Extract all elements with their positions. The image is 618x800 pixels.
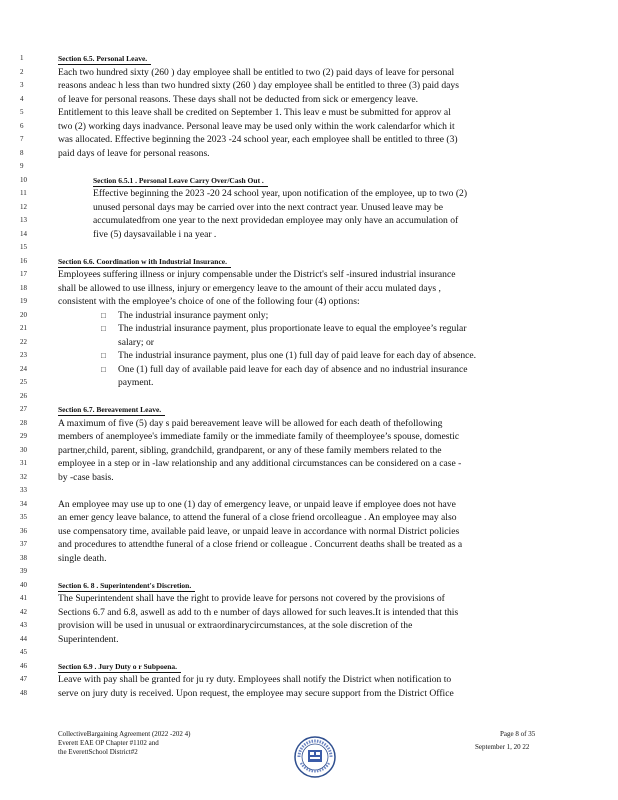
line-number: 28: [20, 418, 27, 427]
footer-district: the EverettSchool District#2: [58, 748, 138, 756]
line-number: 41: [20, 594, 27, 602]
line-number: 34: [20, 499, 27, 508]
body-text-line: employee in a step or in -law relationship and any additional circumstances can be considered on a case -: [58, 458, 462, 469]
body-text-line: two (2) working days inadvance. Personal leave may be used only within the work calendarfor which it: [58, 120, 455, 132]
line-number: 38: [20, 553, 27, 562]
body-text-line: An employee may use up to one (1) day of emergency leave, or unpaid leave if employee does not have: [58, 498, 456, 510]
section-heading: Section 6.5.1 . Personal Leave Carry Over/Cash Out .: [93, 175, 264, 185]
body-text-line: Sections 6.7 and 6.8, aswell as add to th e number of days allowed for such leaves.It is intended that this: [58, 606, 459, 618]
line-number: 29: [20, 432, 27, 440]
line-number: 2: [20, 67, 24, 76]
line-number: 7: [20, 135, 24, 143]
body-text-line: Leave with pay shall be granted for ju ry duty. Employees shall notify the District when notification to: [58, 674, 452, 685]
bullet-marker: □: [101, 351, 106, 360]
body-text-line: reasons andeac h less than two hundred sixty (260 ) day employee shall be entitled to three (3) paid days: [58, 80, 459, 91]
heading-underline: [58, 415, 165, 416]
body-text-line: five (5) daysavailable i na year .: [93, 228, 217, 240]
line-number: 42: [20, 607, 27, 616]
body-text-line: Each two hundred sixty (260 ) day employee shall be entitled to two (2) paid days of leave for personal: [58, 66, 455, 78]
line-number: 45: [20, 648, 27, 656]
line-number: 5: [20, 108, 24, 116]
bullet-marker: □: [101, 310, 106, 320]
heading-underline: [58, 591, 195, 592]
line-number: 27: [20, 405, 27, 413]
footer-date: September 1, 20 22: [475, 743, 530, 751]
section-heading: Section 6.5. Personal Leave.: [58, 54, 148, 63]
body-text-line: Employees suffering illness or injury compensable under the District's self -insured industrial insurance: [58, 269, 456, 280]
line-number: 10: [20, 175, 27, 184]
body-text-line: partner,child, parent, sibling, grandchild, grandparent, or any of these family members related to the: [58, 444, 442, 456]
section-heading: Section 6.7. Bereavement Leave.: [58, 405, 162, 414]
heading-underline: [58, 64, 151, 65]
line-number: 11: [20, 189, 27, 197]
body-text-line: consistent with the employee’s choice of one of the following four (4) options:: [58, 296, 360, 307]
body-text-line: and procedures to attendthe funeral of a close friend or colleague . Concurrent deaths shall be treated as a: [58, 539, 463, 550]
body-text-line: by -case basis.: [58, 471, 114, 483]
section-heading: Section 6.6. Coordination w ith Industrial Insurance.: [58, 256, 227, 266]
body-text-line: accumulatedfrom one year to the next providedan employee may only have an accumulation of: [93, 215, 459, 226]
footer-page-number: Page 8 of 35: [500, 730, 536, 738]
line-number: 9: [20, 162, 24, 170]
line-number: 25: [20, 378, 27, 386]
line-number: 40: [20, 580, 27, 589]
line-number: 37: [20, 540, 27, 548]
line-number: 13: [20, 216, 27, 224]
line-number: 14: [20, 229, 27, 238]
heading-underline: [58, 267, 231, 268]
line-number: 17: [20, 270, 27, 278]
line-number: 39: [20, 567, 27, 575]
line-number: 47: [20, 675, 27, 683]
line-number: 32: [20, 472, 27, 481]
body-text-line: salary; or: [118, 336, 154, 348]
body-text-line: was allocated. Effective beginning the 2023 -24 school year, each employee shall be entitled to three (3): [58, 134, 458, 145]
body-text-line: The Superintendent shall have the right to provide leave for persons not covered by the provisions of: [58, 593, 445, 604]
footer-chapter: Everett EAE OP Chapter #1102 and: [58, 739, 159, 747]
line-number: 20: [20, 310, 27, 319]
line-number: 33: [20, 486, 27, 494]
line-number: 23: [20, 351, 27, 359]
line-number: 31: [20, 459, 27, 467]
line-number: 15: [20, 243, 27, 251]
line-number: 18: [20, 283, 27, 292]
line-number: 30: [20, 445, 27, 454]
line-number: 44: [20, 634, 27, 643]
heading-underline: [58, 672, 181, 673]
body-text-line: provision will be used in unusual or extraordinarycircumstances, at the sole discretion of the: [58, 620, 413, 631]
line-number: 48: [20, 688, 27, 697]
line-number: 36: [20, 526, 27, 535]
line-number: 1: [20, 54, 24, 62]
line-number: 6: [20, 121, 24, 130]
bullet-marker: □: [101, 364, 106, 374]
body-text-line: use compensatory time, available paid leave, or unpaid leave in accordance with normal District policies: [58, 525, 460, 537]
footer-agreement: CollectiveBargaining Agreement (2022 -202 4): [58, 730, 191, 738]
body-text-line: Effective beginning the 2023 -20 24 school year, upon notification of the employee, up to two (2): [93, 188, 468, 199]
list-item: The industrial insurance payment, plus proportionate leave to equal the employee’s regular: [118, 323, 467, 334]
body-text-line: serve on jury duty is received. Upon request, the employee may secure support from the District Office: [58, 687, 454, 699]
body-text-line: unused personal days may be carried over into the next contract year. Unused leave may be: [93, 201, 444, 213]
line-number: 22: [20, 337, 27, 346]
body-text-line: of leave for personal reasons. These days shall not be deducted from sick or emergency leave.: [58, 93, 419, 105]
body-text-line: Superintendent.: [58, 633, 119, 645]
body-text-line: shall be allowed to use illness, injury or emergency leave to the amount of their accu mulated days ,: [58, 282, 441, 294]
line-number: 24: [20, 364, 27, 373]
line-number: 4: [20, 94, 24, 103]
line-number: 3: [20, 81, 24, 89]
body-text-line: single death.: [58, 552, 107, 564]
line-number: 35: [20, 513, 27, 521]
section-heading: Section 6. 8 . Superintendent's Discretion.: [58, 580, 192, 590]
body-text-line: A maximum of five (5) day s paid bereavement leave will be allowed for each death of thefollowing: [58, 417, 443, 429]
line-number: 43: [20, 621, 27, 629]
line-number: 12: [20, 202, 27, 211]
union-seal-logo: [293, 735, 337, 779]
line-number: 26: [20, 391, 27, 400]
list-item: The industrial insurance payment only;: [118, 309, 269, 321]
list-item: The industrial insurance payment, plus one (1) full day of paid leave for each day of absence.: [118, 350, 477, 361]
section-heading: Section 6.9 . Jury Duty o r Subpoena.: [58, 661, 178, 671]
body-text-line: paid days of leave for personal reasons.: [58, 147, 210, 159]
line-number: 19: [20, 297, 27, 305]
list-item: One (1) full day of available paid leave for each day of absence and no industrial insurance: [118, 363, 468, 375]
line-number: 16: [20, 256, 27, 265]
line-number: 8: [20, 148, 24, 157]
body-text-line: Entitlement to this leave shall be credited on September 1. This leav e must be submitted for approv al: [58, 107, 451, 118]
heading-underline: [93, 186, 268, 187]
body-text-line: an emer gency leave balance, to attend the funeral of a close friend orcolleague . An employee may also: [58, 512, 457, 523]
bullet-marker: □: [101, 324, 106, 333]
body-text-line: members of anemployee's immediate family or the immediate family of theemployee’s spouse, domestic: [58, 431, 460, 442]
body-text-line: payment.: [118, 377, 154, 388]
line-number: 21: [20, 324, 27, 332]
line-number: 46: [20, 661, 27, 670]
